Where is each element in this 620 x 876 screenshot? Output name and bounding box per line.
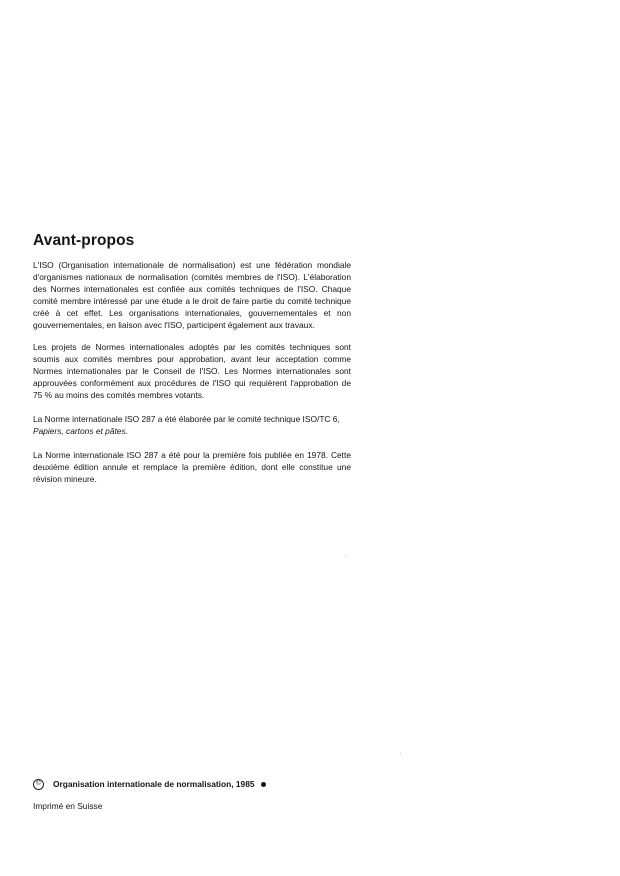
committee-title: Papiers, cartons et pâtes. <box>33 426 128 436</box>
scan-speck <box>400 753 401 754</box>
scan-speck <box>345 555 346 556</box>
paragraph-edition: La Norme internationale ISO 287 a été pour la première fois publiée en 1978. Cette deuxième édition annule et remplace la première édition, dont elle constitue une révision mineure. <box>33 450 351 484</box>
copyright-line <box>33 779 266 790</box>
paragraph-approval: Les projets de Normes internationales adoptés par les comités techniques sont soumis aux comités membres pour approbation, avant leur acceptation comme Normes internationales par le Conseil de l'ISO. Les Normes internationales sont approuvées conformément aux procédures de l'ISO qui requièrent l'approbation de 75 % au moins des comités membres votants. <box>33 342 351 400</box>
copyright-text: Organisation internationale de normalisation, 1985 <box>53 779 255 789</box>
committee-text: La Norme internationale ISO 287 a été élaborée par le comité technique ISO/TC 6, <box>33 414 340 424</box>
bullet-icon <box>261 782 266 787</box>
paragraph-committee <box>33 413 351 437</box>
copyright-icon: © <box>33 779 44 790</box>
paragraph-iso-intro: L'ISO (Organisation internationale de normalisation) est une fédération mondiale d'organismes nationaux de normalisation (comités membres de l'ISO). L'élaboration des Normes internationales est confiée aux comités techniques de l'ISO. Chaque comité membre intéressé par une étude a le droit de faire partie du comité technique créé à cet effet. Les organisations internationales, gouvernementales et non gouvernementales, en liaison avec l'ISO, participent également aux travaux. <box>33 260 351 330</box>
printed-in-label: Imprimé en Suisse <box>33 801 103 811</box>
page-title: Avant-propos <box>33 232 135 249</box>
